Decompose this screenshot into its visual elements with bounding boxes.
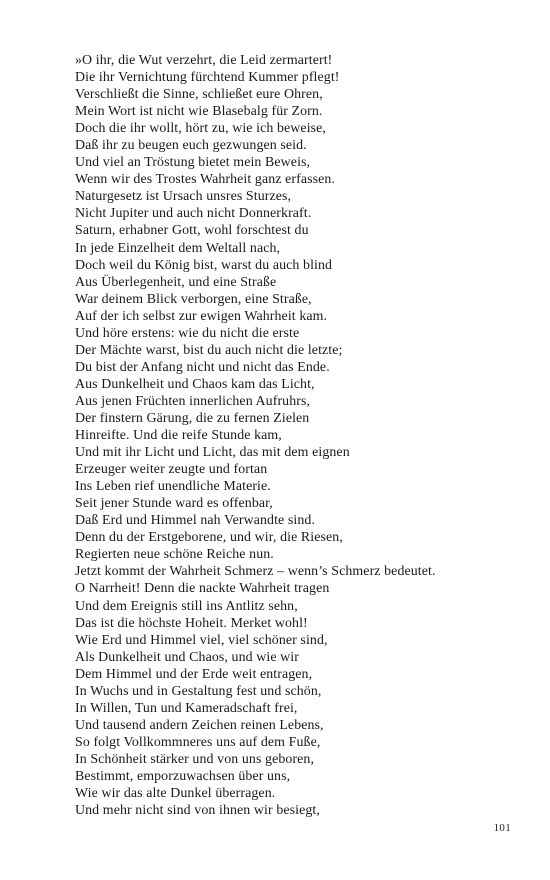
poem-line: Naturgesetz ist Ursach unsres Sturzes, bbox=[75, 189, 292, 205]
poem-text-block bbox=[75, 52, 515, 819]
poem-line: Und viel an Tröstung bietet mein Beweis, bbox=[75, 155, 311, 171]
poem-line: Dem Himmel und der Erde weit entragen, bbox=[75, 666, 313, 682]
poem-line: Bestimmt, emporzuwachsen über uns, bbox=[75, 768, 291, 784]
poem-line: Wie Erd und Himmel viel, viel schöner sind, bbox=[75, 632, 328, 648]
poem-line: O Narrheit! Denn die nackte Wahrheit tragen bbox=[75, 581, 330, 597]
page-number: 101 bbox=[493, 822, 511, 834]
poem-line: Und mit ihr Licht und Licht, das mit dem eignen bbox=[75, 445, 350, 461]
poem-line: In jede Einzelheit dem Weltall nach, bbox=[75, 240, 281, 256]
poem-line: Als Dunkelheit und Chaos, und wie wir bbox=[75, 649, 299, 665]
poem-line: Hinreifte. Und die reife Stunde kam, bbox=[75, 428, 282, 444]
poem-line: Aus jenen Früchten innerlichen Aufruhrs, bbox=[75, 393, 311, 409]
poem-line: Nicht Jupiter und auch nicht Donnerkraft. bbox=[75, 206, 312, 222]
poem-line: Verschließt die Sinne, schließet eure Ohren, bbox=[75, 87, 323, 103]
poem-line: Wie wir das alte Dunkel überragen. bbox=[75, 786, 276, 802]
poem-line: Daß Erd und Himmel nah Verwandte sind. bbox=[75, 513, 316, 529]
poem-line: War deinem Blick verborgen, eine Straße, bbox=[75, 291, 312, 307]
poem-line: Das ist die höchste Hoheit. Merket wohl! bbox=[75, 615, 308, 631]
poem-line: Der Mächte warst, bist du auch nicht die letzte; bbox=[75, 342, 343, 358]
poem-line: Jetzt kommt der Wahrheit Schmerz – wenn’s Schmerz bedeutet. bbox=[75, 564, 436, 580]
poem-line: Der finstern Gärung, die zu fernen Zielen bbox=[75, 410, 310, 426]
poem-line: Doch die ihr wollt, hört zu, wie ich beweise, bbox=[75, 121, 326, 137]
poem-line: Auf der ich selbst zur ewigen Wahrheit kam. bbox=[75, 308, 328, 324]
poem-line: Daß ihr zu beugen euch gezwungen seid. bbox=[75, 138, 307, 154]
poem-line: Denn du der Erstgeborene, und wir, die Riesen, bbox=[75, 530, 343, 546]
poem-line: Doch weil du König bist, warst du auch blind bbox=[75, 257, 333, 273]
poem-line: Regierten neue schöne Reiche nun. bbox=[75, 547, 274, 563]
poem-line: Und dem Ereignis still ins Antlitz sehn, bbox=[75, 598, 298, 614]
poem-line: Ins Leben rief unendliche Materie. bbox=[75, 479, 271, 495]
poem-line: Und höre erstens: wie du nicht die erste bbox=[75, 325, 300, 341]
poem-line: In Wuchs und in Gestaltung fest und schön, bbox=[75, 683, 322, 699]
poem-line: In Willen, Tun und Kameradschaft frei, bbox=[75, 700, 298, 716]
poem-line: Die ihr Vernichtung fürchtend Kummer pflegt! bbox=[75, 70, 340, 86]
poem-line: »O ihr, die Wut verzehrt, die Leid zermartert! bbox=[75, 53, 333, 68]
poem-line: Mein Wort ist nicht wie Blasebalg für Zorn. bbox=[75, 104, 323, 120]
poem-line: In Schönheit stärker und von uns geboren, bbox=[75, 751, 315, 767]
poem-line: Erzeuger weiter zeugte und fortan bbox=[75, 462, 268, 478]
poem-line: Und mehr nicht sind von ihnen wir besiegt, bbox=[75, 803, 320, 819]
poem-line: Wenn wir des Trostes Wahrheit ganz erfassen. bbox=[75, 172, 335, 188]
poem-line: Aus Dunkelheit und Chaos kam das Licht, bbox=[75, 376, 315, 392]
poem-line: So folgt Vollkommneres uns auf dem Fuße, bbox=[75, 734, 321, 750]
poem-line: Seit jener Stunde ward es offenbar, bbox=[75, 496, 273, 512]
poem-line: Du bist der Anfang nicht und nicht das Ende. bbox=[75, 359, 330, 375]
poem-line: Und tausend andern Zeichen reinen Lebens, bbox=[75, 717, 324, 733]
poem-line: Aus Überlegenheit, und eine Straße bbox=[75, 274, 277, 290]
poem-line: Saturn, erhabner Gott, wohl forschtest du bbox=[75, 223, 309, 239]
